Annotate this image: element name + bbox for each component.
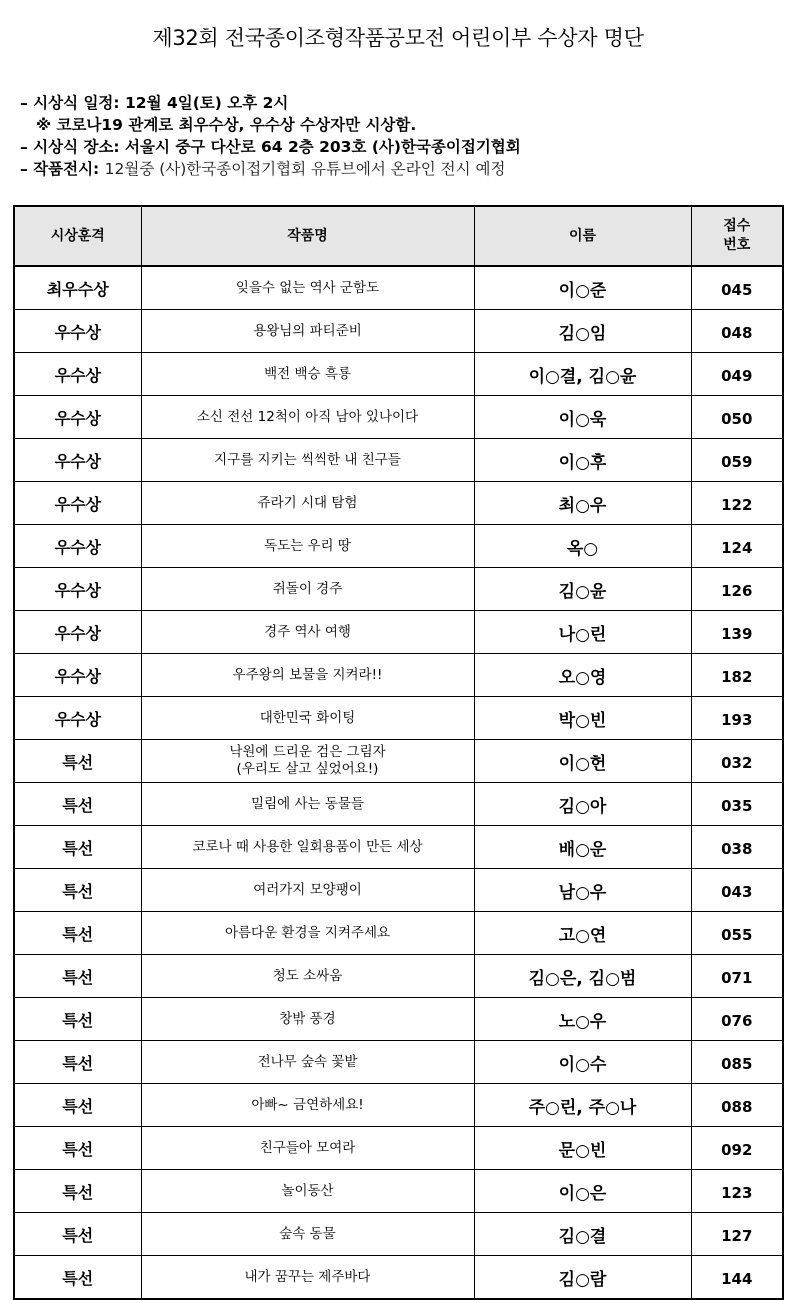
work-title-cell: 친구들아 모여라 [141,1127,474,1170]
award-cell: 특선 [14,955,141,998]
winner-name-cell: 이○준 [474,266,691,310]
work-title-cell: 밀림에 사는 동물들 [141,783,474,826]
page-title: 제32회 전국종이조형작품공모전 어린이부 수상자 명단 [152,26,644,50]
work-title-cell: 전나무 숲속 꽃밭 [141,1041,474,1084]
table-row [14,568,783,611]
work-title-cell: 낙원에 드리운 검은 그림자 (우리도 살고 싶었어요!) [141,740,474,783]
award-cell: 특선 [14,869,141,912]
winner-name-cell: 오○영 [474,654,691,697]
work-title-cell: 지구를 지키는 씩씩한 내 친구들 [141,439,474,482]
award-cell: 특선 [14,740,141,783]
award-cell: 특선 [14,998,141,1041]
work-title-cell: 코로나 때 사용한 일회용품이 만든 세상 [141,826,474,869]
entry-number-cell: 049 [691,353,783,396]
entry-number-cell: 092 [691,1127,783,1170]
entry-number-cell: 045 [691,266,783,310]
winner-name-cell: 주○린, 주○나 [474,1084,691,1127]
work-title-cell: 놀이동산 [141,1170,474,1213]
award-cell: 우수상 [14,611,141,654]
table-row [14,396,783,439]
exhibition-info [20,158,521,180]
entry-number-cell: 139 [691,611,783,654]
entry-number-cell: 050 [691,396,783,439]
entry-number-cell: 088 [691,1084,783,1127]
entry-number-cell: 071 [691,955,783,998]
award-cell: 특선 [14,1213,141,1256]
entry-number-cell: 193 [691,697,783,740]
award-cell: 최우수상 [14,266,141,310]
winner-name-cell: 김○윤 [474,568,691,611]
table-row [14,869,783,912]
table-row [14,998,783,1041]
entry-number-cell: 043 [691,869,783,912]
winner-name-cell: 김○임 [474,310,691,353]
winner-name-cell: 이○결, 김○윤 [474,353,691,396]
table-row [14,955,783,998]
table-row [14,912,783,955]
table-row [14,783,783,826]
entry-number-cell: 144 [691,1256,783,1300]
winner-name-cell: 옥○ [474,525,691,568]
entry-number-cell: 038 [691,826,783,869]
entry-number-cell: 048 [691,310,783,353]
winner-name-cell: 남○우 [474,869,691,912]
work-title-cell: 아름다운 환경을 지켜주세요 [141,912,474,955]
table-row [14,266,783,310]
winner-name-cell: 노○우 [474,998,691,1041]
table-row [14,1084,783,1127]
winner-name-cell: 이○수 [474,1041,691,1084]
entry-number-cell: 059 [691,439,783,482]
work-title-cell: 잊을수 없는 역사 군함도 [141,266,474,310]
winner-name-cell: 이○욱 [474,396,691,439]
winner-name-cell: 나○린 [474,611,691,654]
winner-name-cell: 문○빈 [474,1127,691,1170]
entry-number-cell: 055 [691,912,783,955]
winner-name-cell: 최○우 [474,482,691,525]
award-cell: 우수상 [14,439,141,482]
work-title-cell: 아빠~ 금연하세요! [141,1084,474,1127]
winner-name-cell: 이○후 [474,439,691,482]
ceremony-location: – 시상식 장소: 서울시 중구 다산로 64 2층 203호 (사)한국종이접기협회 [20,138,521,156]
work-title-cell: 소신 전선 12척이 아직 남아 있나이다 [141,396,474,439]
table-row [14,740,783,783]
table-row [14,439,783,482]
exhibition-text: 12월중 (사)한국종이접기협회 유튜브에서 온라인 전시 예정 [104,160,506,178]
covid-notice: ※ 코로나19 관계로 최우수상, 우수상 수상자만 시상함. [36,116,417,134]
event-info [20,92,521,180]
work-title-cell: 청도 소싸움 [141,955,474,998]
table-row [14,353,783,396]
work-title-cell: 우주왕의 보물을 지켜라!! [141,654,474,697]
winner-name-cell: 김○아 [474,783,691,826]
award-cell: 특선 [14,912,141,955]
work-title-cell: 대한민국 화이팅 [141,697,474,740]
table-row [14,1041,783,1084]
entry-number-cell: 127 [691,1213,783,1256]
table-row [14,1213,783,1256]
table-row [14,654,783,697]
header-name: 이름 [474,206,691,266]
work-title-cell: 경주 역사 여행 [141,611,474,654]
table-header-row [14,206,783,266]
table-row [14,1256,783,1300]
table-row [14,482,783,525]
entry-number-cell: 085 [691,1041,783,1084]
work-title-cell: 독도는 우리 땅 [141,525,474,568]
ceremony-date: – 시상식 일정: 12월 4일(토) 오후 2시 [20,94,289,112]
winner-name-cell: 고○연 [474,912,691,955]
work-title-cell: 쥐돌이 경주 [141,568,474,611]
entry-number-cell: 076 [691,998,783,1041]
work-title-cell: 여러가지 모양팽이 [141,869,474,912]
winner-name-cell: 이○은 [474,1170,691,1213]
award-cell: 특선 [14,1256,141,1300]
table-row [14,611,783,654]
work-title-cell: 숲속 동물 [141,1213,474,1256]
award-cell: 우수상 [14,482,141,525]
award-cell: 특선 [14,783,141,826]
entry-number-cell: 123 [691,1170,783,1213]
award-cell: 우수상 [14,654,141,697]
work-title-cell: 내가 꿈꾸는 제주바다 [141,1256,474,1300]
table-row [14,826,783,869]
entry-number-cell: 035 [691,783,783,826]
award-cell: 우수상 [14,568,141,611]
header-entry-number: 접수 번호 [691,206,783,266]
table-row [14,1170,783,1213]
winners-table [13,205,784,1300]
winner-name-cell: 배○운 [474,826,691,869]
entry-number-cell: 122 [691,482,783,525]
table-row [14,697,783,740]
winner-name-cell: 박○빈 [474,697,691,740]
award-cell: 우수상 [14,310,141,353]
entry-number-cell: 032 [691,740,783,783]
table-row [14,310,783,353]
work-title-cell: 쥬라기 시대 탐험 [141,482,474,525]
award-cell: 특선 [14,1127,141,1170]
table-row [14,1127,783,1170]
work-title-cell: 창밖 풍경 [141,998,474,1041]
award-cell: 우수상 [14,697,141,740]
header-award: 시상훈격 [14,206,141,266]
award-cell: 우수상 [14,525,141,568]
work-title-cell: 용왕님의 파티준비 [141,310,474,353]
award-cell: 특선 [14,1170,141,1213]
entry-number-cell: 126 [691,568,783,611]
award-cell: 특선 [14,1084,141,1127]
award-cell: 특선 [14,1041,141,1084]
entry-number-cell: 124 [691,525,783,568]
winner-name-cell: 김○람 [474,1256,691,1300]
award-cell: 우수상 [14,353,141,396]
exhibition-label: – 작품전시: [20,160,105,178]
winner-name-cell: 이○헌 [474,740,691,783]
winner-name-cell: 김○은, 김○범 [474,955,691,998]
header-work: 작품명 [141,206,474,266]
award-cell: 우수상 [14,396,141,439]
work-title-cell: 백전 백승 흑룡 [141,353,474,396]
entry-number-cell: 182 [691,654,783,697]
award-cell: 특선 [14,826,141,869]
winner-name-cell: 김○결 [474,1213,691,1256]
table-row [14,525,783,568]
